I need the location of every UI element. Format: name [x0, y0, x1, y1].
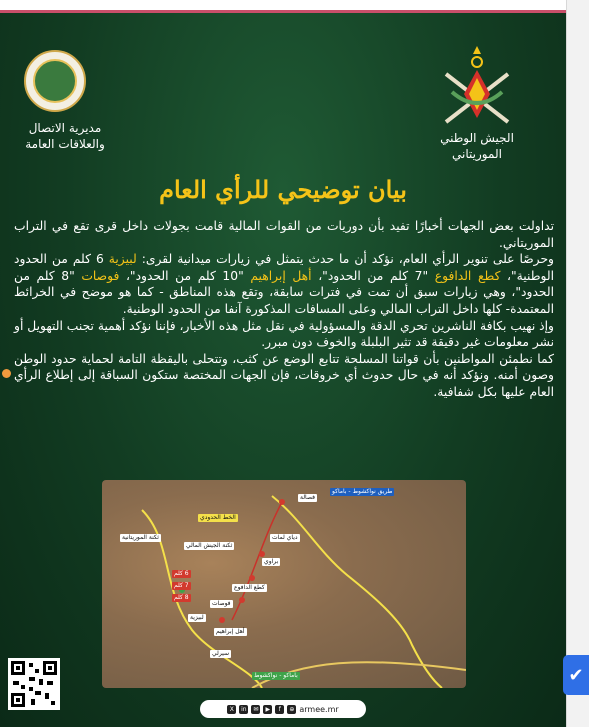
map-label-road-top: طريق نواكشوط - باماكو — [332, 488, 393, 495]
facebook-icon[interactable]: f — [275, 705, 284, 714]
border-map — [102, 480, 466, 688]
map-label-dist3: 8 كلم — [174, 594, 189, 601]
army-emblem-icon — [438, 44, 516, 130]
social-links-bar — [200, 700, 366, 718]
map-label-village6: أهل إبراهيم — [216, 628, 245, 635]
website-link[interactable]: armee.mr — [299, 704, 339, 714]
linkedin-icon[interactable]: in — [241, 705, 247, 713]
map-label-road-bottom: باماكو - نواكشوط — [254, 672, 298, 679]
statement-title: بيان توضيحي للرأي العام — [159, 175, 407, 204]
map-label-village2: براوي — [264, 558, 279, 565]
map-label-village1: دياي لمات — [272, 534, 298, 541]
map-label-border: الخط الحدودي — [200, 514, 236, 521]
map-label-mauritania-army: ثكنة الموريتانية — [122, 534, 159, 541]
map-label-dist2: 7 كلم — [174, 582, 189, 589]
map-label-village5: لبيزية — [190, 614, 204, 621]
map-label-village3: كطع الدافوع — [234, 584, 265, 591]
statement-body — [14, 218, 554, 401]
paragraph-3: وإذ نهيب بكافة الناشرين تحري الدقة والمسؤولية في نقل مثل هذه الأخبار، فإننا نؤكد أهمية تجنب التهويل أو نشر معلومات غير دقيقة قد تثير البلبلة والخوف دون مبرر. — [14, 318, 554, 350]
map-drawing — [102, 480, 466, 688]
map-label-dist1: 6 كلم — [174, 570, 189, 577]
globe-icon[interactable]: ⊕ — [289, 705, 295, 713]
map-label-village4: فوصات — [212, 600, 231, 607]
map-label-mali-army: ثكنة الجيش المالي — [186, 542, 233, 549]
youtube-icon[interactable]: ▶ — [263, 705, 272, 714]
paragraph-4: كما نطمئن المواطنين بأن قواتنا المسلحة تتابع الوضع عن كثب، وتتحلى باليقظة التامة لحماية حدود الوطن وصون أمنه. ونؤكد أنه في حال حدوث أي خروقات، فإن الجهات المختصة ستكون السباقة إلى إطلاع الرأي العام عليها بكل شفافية. — [14, 351, 554, 399]
statement-poster — [0, 10, 566, 727]
directorate-logo — [24, 50, 86, 112]
directorate-name: مديرية الاتصال والعلاقات العامة — [25, 121, 105, 151]
x-icon[interactable]: X — [227, 705, 236, 714]
army-name: الجيش الوطني الموريتاني — [440, 131, 514, 161]
top-accent-line — [0, 10, 566, 13]
orange-marker-dot — [2, 369, 11, 378]
map-label-village7: سيرلي — [212, 650, 229, 657]
qr-code-icon[interactable] — [8, 658, 60, 710]
page-scrollbar[interactable] — [566, 0, 589, 727]
paragraph-2: وحرصًا على تنوير الرأي العام، نؤكد أن ما حدث يتمثل في زيارات ميدانية لقرى: لبيزية 6 كلم من الحدود الوطنية"، كطع الدافوع "7 كلم من الحدود"، أهل إبراهيم "10 كلم من الحدود"، فوصات "8 كلم من الحدود"، وهي زيارات سبق أن تمت في فترات سابقة، وتقع هذه المناطق - كما هو موضح في الخرائط المعتمدة- كلها داخل التراب المالي وعلى المسافات المذكورة آنفا من الحدود الوطنية. — [14, 252, 554, 316]
email-icon[interactable]: ✉ — [253, 705, 259, 713]
check-icon[interactable]: ✔ — [563, 655, 589, 695]
map-label-fassala: فصالة — [300, 494, 315, 501]
paragraph-1: تداولت بعض الجهات أخبارًا تفيد بأن دوريات من القوات المالية قامت بجولات داخل قرى تقع في التراب الموريتاني. — [14, 219, 554, 250]
